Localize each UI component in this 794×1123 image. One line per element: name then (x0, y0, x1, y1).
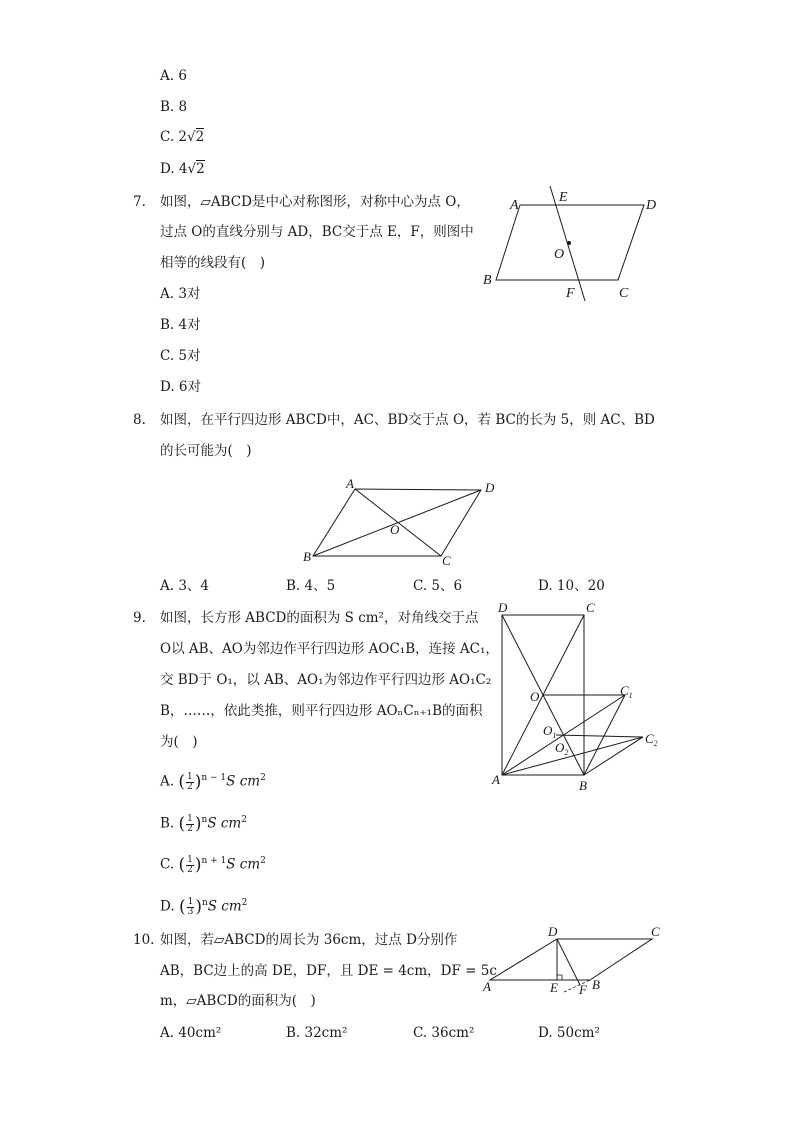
q9-b-unit: S cm (207, 815, 242, 832)
q9-a-unit: S cm (226, 773, 261, 790)
q9-option-d[interactable]: D. ( $\frac{1}{3}$ )$^n$S $cm^2$ (160, 896, 248, 917)
q9-b-unit-exp: 2 (241, 815, 247, 825)
q7-label-c: C (619, 286, 629, 301)
sqrt-icon: √ (187, 161, 197, 177)
q8-text-line2: 的长可能为( ) (160, 443, 252, 459)
q9-a-unit-exp: 2 (260, 773, 266, 783)
q7-label-e: E (559, 190, 568, 205)
q7-label-b: B (483, 273, 492, 288)
q9-text-line4: B，……，依此类推，则平行四边形 AOₙCₙ₊₁B的面积 (160, 703, 483, 719)
q10-number: 10. (133, 932, 155, 948)
q10-option-b[interactable]: B. 32cm² (286, 1025, 348, 1041)
q6-option-c[interactable] (160, 128, 204, 146)
q7-option-d[interactable]: D. 6对 (160, 379, 202, 395)
q9-option-b-label: B. (160, 815, 175, 832)
q8-option-d[interactable]: D. 10、20 (538, 578, 605, 594)
q9-label-c1: $C_1$ (620, 683, 633, 700)
q9-c-frac-den: 2 (187, 864, 193, 875)
q8-option-c[interactable]: C. 5、6 (413, 578, 463, 594)
q9-b-exp: n (201, 815, 208, 825)
q9-d-exp: n (201, 898, 208, 908)
q10-label-e: E (550, 980, 558, 995)
q9-b-frac-den: 2 (187, 823, 193, 834)
q9-text-line1: 如图，长方形 ABCD的面积为 S cm²，对角线交于点 (160, 610, 479, 626)
q9-label-o1: $O_1$ (543, 723, 557, 740)
q9-option-a[interactable]: A. ( $\frac{1}{2}$ )$^{n - 1}$S $cm^2$ (160, 771, 266, 792)
q7-figure (478, 183, 668, 308)
q8-label-o: O (390, 522, 400, 537)
q9-line-c1b (584, 695, 625, 775)
q7-label-f: F (566, 286, 575, 301)
q8-label-b: B (303, 549, 311, 564)
q10-option-d[interactable]: D. 50cm² (538, 1025, 600, 1041)
q7-label-o: O (554, 247, 565, 262)
q6-option-a[interactable]: A. 6 (160, 68, 187, 84)
q6-option-c-root: 2 (195, 129, 205, 145)
q8-label-a: A (346, 476, 354, 491)
q7-number: 7. (133, 194, 146, 210)
q9-d-frac-num: 1 (187, 896, 194, 907)
q9-label-c2: $C_2$ (645, 731, 658, 748)
q9-option-c-label: C. (160, 856, 175, 873)
q9-option-a-label: A. (160, 773, 175, 790)
q9-c-unit-exp: 2 (260, 856, 266, 866)
q7-option-c[interactable]: C. 5对 (160, 348, 201, 364)
q9-label-b: B (579, 778, 587, 793)
q6-option-b[interactable]: B. 8 (160, 99, 188, 115)
q9-b-frac-num: 1 (187, 813, 193, 824)
q9-line-o1c2 (556, 735, 643, 737)
q10-text-line2: AB，BC边上的高 DE，DF，且 DE = 4cm，DF = 5c (160, 963, 497, 979)
q9-c-exp: n + 1 (201, 856, 227, 866)
q10-label-a: A (483, 979, 491, 994)
q10-parallelogram (490, 939, 652, 980)
q9-figure (488, 598, 668, 798)
q10-label-b: B (592, 977, 600, 992)
q9-text-line3: 交 BD于 O₁，以 AB、AO₁为邻边作平行四边形 AO₁C₂ (160, 672, 492, 688)
q9-c-frac-num: 1 (187, 854, 193, 865)
q10-height-df (557, 939, 580, 985)
q10-label-d: D (548, 924, 558, 939)
q9-number: 9. (133, 610, 146, 626)
q7-text-line3: 相等的线段有( ) (160, 255, 266, 271)
q10-option-c[interactable]: C. 36cm² (413, 1025, 475, 1041)
q7-label-d: D (646, 198, 657, 213)
q9-label-c: C (586, 600, 595, 615)
q9-text-line2: O以 AB、AO为邻边作平行四边形 AOC₁B，连接 AC₁， (160, 641, 499, 657)
q6-option-c-prefix: C. 2 (160, 129, 188, 145)
q7-label-a: A (510, 198, 519, 213)
q7-option-b[interactable]: B. 4对 (160, 317, 201, 333)
q10-label-f: F (579, 982, 587, 997)
q10-option-a[interactable]: A. 40cm² (160, 1025, 222, 1041)
q9-a-frac-num: 1 (186, 771, 193, 782)
q7-option-a[interactable]: A. 3对 (160, 286, 201, 302)
q8-label-c: C (442, 553, 451, 568)
sqrt-icon: √ (187, 129, 196, 145)
q10-label-c: C (651, 924, 660, 939)
q9-c-unit: S cm (226, 856, 261, 873)
q7-text-line2: 过点 O的直线分别与 AD，BC交于点 E，F，则图中 (160, 224, 474, 240)
q8-option-b[interactable]: B. 4、5 (286, 578, 336, 594)
q7-text-line1: 如图，▱ABCD是中心对称图形，对称中心为点 O， (160, 194, 470, 210)
q8-number: 8. (133, 412, 146, 428)
q10-text-line3: m，▱ABCD的面积为( ) (160, 993, 316, 1009)
q9-label-o: O (530, 689, 540, 704)
q9-d-unit-exp: 2 (241, 898, 248, 908)
q9-d-frac-den: 3 (187, 906, 194, 917)
q8-label-d: D (485, 480, 495, 495)
q9-a-frac-den: 2 (186, 781, 193, 792)
q9-line-c2b (584, 737, 643, 775)
q6-option-d[interactable] (160, 160, 205, 178)
q9-option-d-label: D. (160, 898, 175, 915)
q9-line-ac2 (502, 737, 643, 775)
q9-label-o2: $O_2$ (555, 740, 569, 757)
q8-figure (298, 476, 508, 572)
q9-option-b[interactable]: B. ( $\frac{1}{2}$ )$^n$S $cm^2$ (160, 813, 247, 834)
q8-text-line1: 如图，在平行四边形 ABCD中，AC、BD交于点 O，若 BC的长为 5，则 AC、BD (160, 412, 655, 428)
q9-d-unit: S cm (207, 898, 242, 915)
q7-point-o (567, 241, 571, 245)
q6-option-d-prefix: D. 4 (160, 161, 188, 177)
q9-label-d: D (498, 600, 508, 615)
q10-text-line1: 如图，若▱ABCD的周长为 36cm，过点 D分别作 (160, 932, 458, 948)
q9-text-line5: 为( ) (160, 734, 198, 750)
q9-option-c[interactable]: C. ( $\frac{1}{2}$ )$^{n + 1}$S $cm^2$ (160, 854, 266, 875)
q9-label-a: A (492, 772, 500, 787)
q8-option-a[interactable]: A. 3、4 (160, 578, 210, 594)
q10-figure (480, 922, 670, 998)
q6-option-d-root: 2 (196, 161, 205, 177)
q9-a-exp: n − 1 (201, 773, 227, 783)
